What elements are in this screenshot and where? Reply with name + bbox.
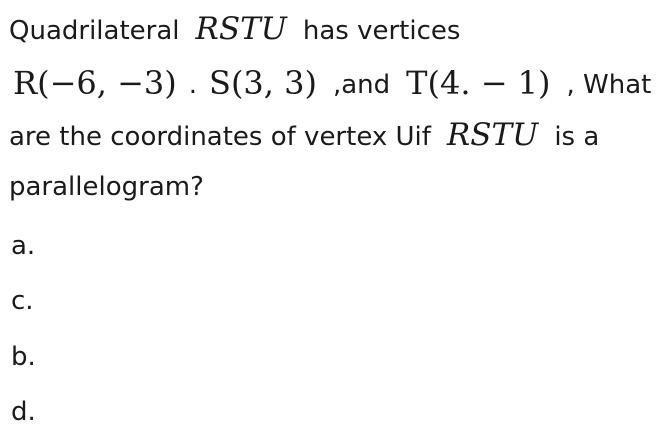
option-label: a.	[11, 231, 36, 261]
question-text: parallelogram?	[9, 172, 204, 202]
answer-option-c[interactable]	[11, 288, 34, 314]
question-text: Quadrilateral	[9, 16, 180, 46]
option-label: c.	[11, 286, 34, 316]
question-text: , What	[566, 70, 652, 100]
math-quadrilateral-name: RSTU	[195, 11, 287, 47]
question-text: are the coordinates of vertex Uif	[9, 122, 431, 152]
question-line-4	[9, 174, 204, 200]
question-line-1	[9, 11, 461, 47]
math-vertex-t: T(4. − 1)	[406, 64, 551, 102]
answer-option-d[interactable]	[11, 399, 36, 425]
math-quadrilateral-name: RSTU	[446, 117, 539, 153]
question-line-2	[13, 64, 652, 102]
math-vertex-s: S(3, 3)	[209, 64, 317, 102]
question-text: is a	[554, 122, 600, 152]
answer-option-a[interactable]	[11, 233, 35, 259]
math-vertex-r: R(−6, −3)	[13, 64, 177, 102]
option-label: b.	[11, 342, 36, 372]
question-text: ,and	[332, 70, 391, 100]
question-text: .	[188, 70, 198, 100]
answer-option-b[interactable]	[11, 344, 36, 370]
question-line-3	[9, 117, 600, 153]
question-text: has vertices	[302, 16, 461, 46]
option-label: d.	[11, 397, 36, 427]
